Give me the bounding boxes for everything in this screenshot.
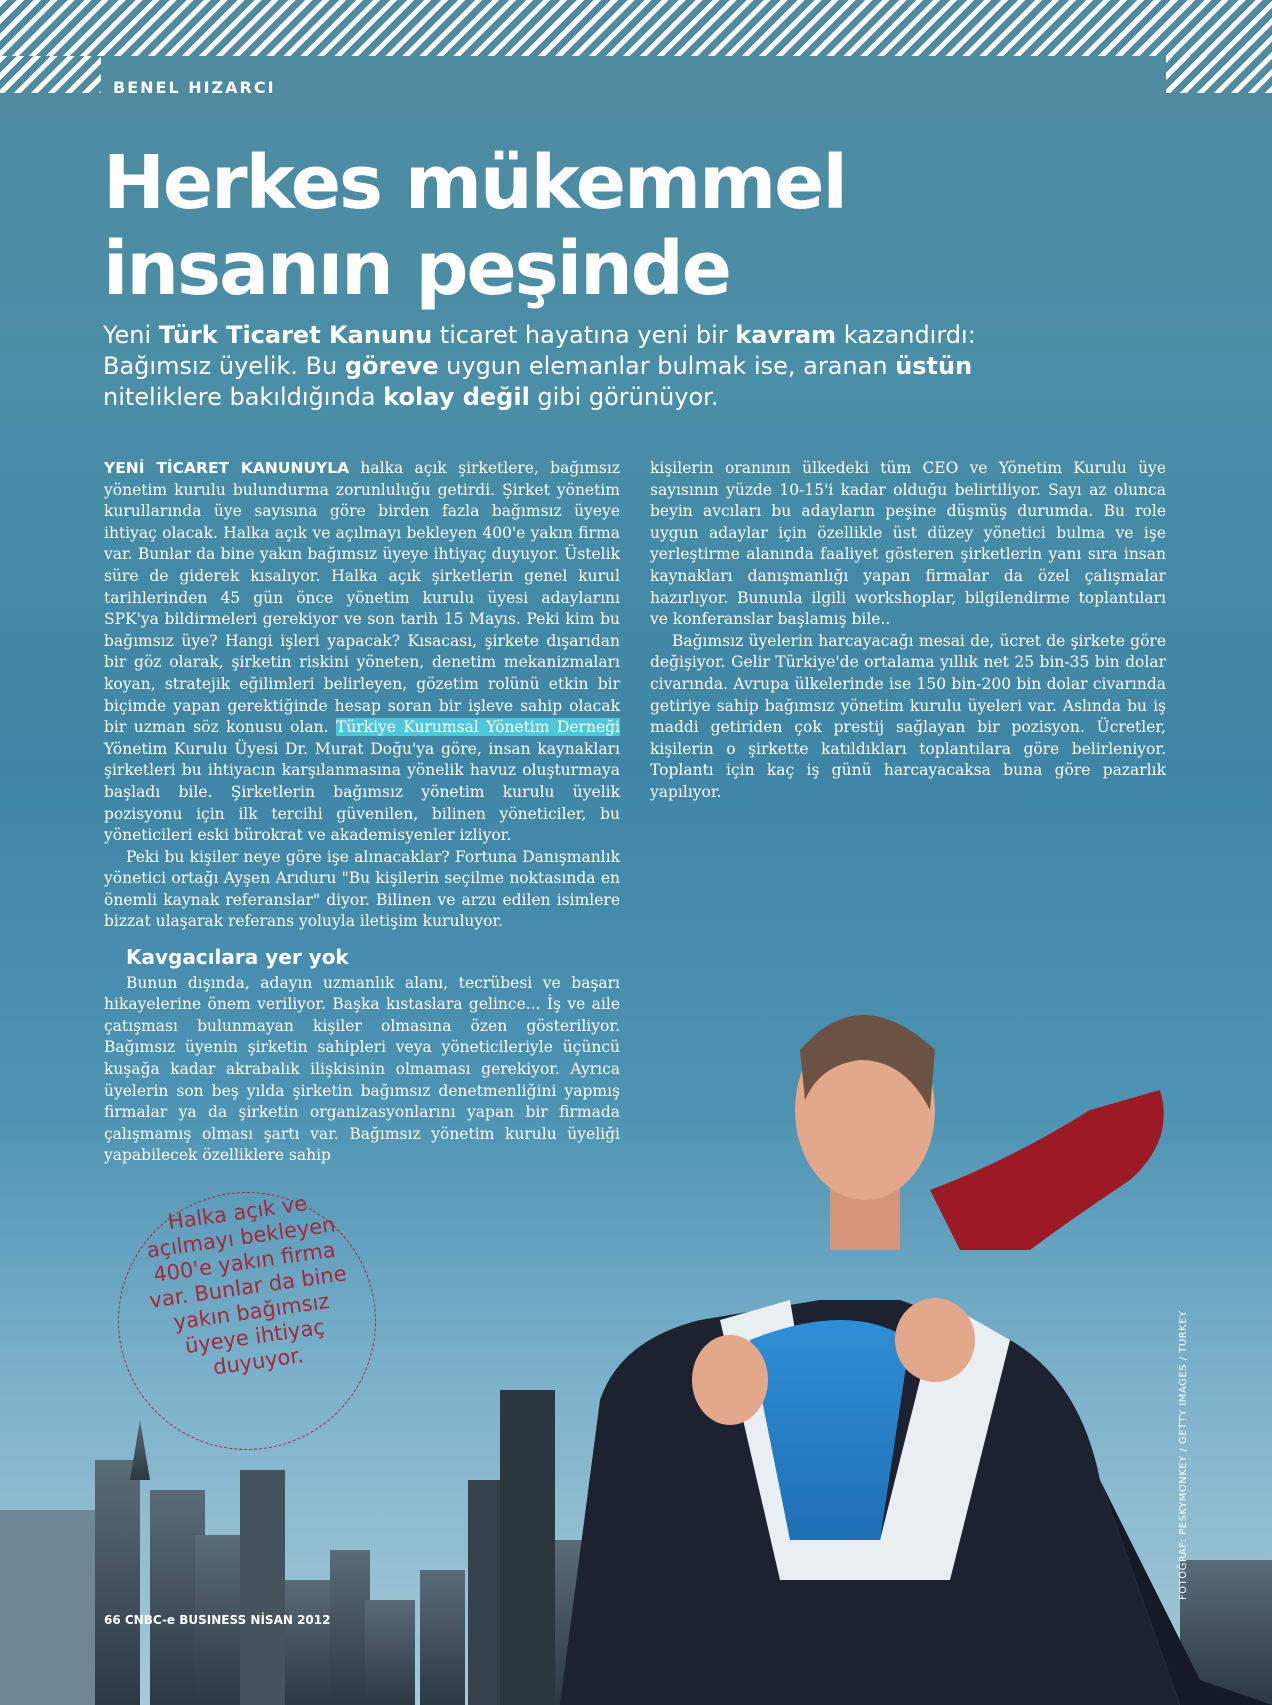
photo-credit: FOTOĞRAF: PESKYMONKEY / GETTY IMAGES / TURKEY: [1178, 1310, 1189, 1600]
deck-text: Yeni: [103, 321, 159, 349]
paragraph: Peki bu kişiler neye göre işe alınacaklar? Fortuna Danışmanlık yönetici ortağı Ayşen Arıduru "Bu kişilerin seçilme noktasında en önemli kaynak referanslar" diyor. Bilinen ve arzu edilen isimlere bizzat ulaşarak referans yoluyla iletişim kuruluyor.: [104, 847, 620, 931]
article-deck: [103, 320, 1003, 413]
deck-bold: kolay değil: [383, 383, 530, 411]
article-column-right: [650, 458, 1166, 804]
pullquote-text: Halka açık ve açılmayı bekleyen 400'e yakın firma var. Bunlar da bine yakın bağımsız üyeye ihtiyaç duyuyor.: [145, 1191, 348, 1380]
hatch-left-corner: [0, 56, 101, 93]
title-line-1: Herkes mükemmel: [103, 140, 846, 226]
paragraph: Bunun dışında, adayın uzmanlık alanı, tecrübesi ve başarı hikayelerine önem veriliyor. Başka kıstaslara gelince... İş ve aile çatışması bulunmayan kişiler olmasına özen gösteriliyor. Bağımsız üyenin şirketin sahipleri veya yöneticileriyle üçüncü kuşağa kadar akrabalık ilişkisinin olmaması gerekiyor. Ayrıca üyelerin son beş yılda şirketin bağımsız denetmenliğini yapmış firmalar ya da şirketin organizasyonlarını yapan bir firmada çalışmamış olması şartı var. Bağımsız yönetim kurulu üyeliği yapabilecek özelliklere sahip: [104, 973, 620, 1165]
deck-text: gibi görünüyor.: [529, 383, 719, 411]
deck-text: niteliklere bakıldığında: [103, 383, 384, 411]
deck-bold: kavram: [735, 321, 837, 349]
article-column-left: [104, 458, 620, 1167]
body-text: halka açık şirketlere, bağımsız yönetim kurulu bulundurma zorunluluğu getirdi. Şirket yönetim kurullarında üye sayısına göre birden fazla bağımsız üyeye ihtiyaç olacak. Halka açık ve açılmayı bekleyen 400'e yakın firma var. Bunlar da bine yakın bağımsız üyeye ihtiyaç duyuyor. Üstelik süre de giderek kısalıyor. Halka açık şirketlerin genel kurul tarihlerinden 45 gün önce yönetim kurulu üyesi adaylarını SPK'ya bildirmeleri gerekiyor ve son tarih 15 Mayıs. Peki kim bu bağımsız üye? Hangi işleri yapacak? Kısacası, şirkete dışarıdan bir göz olarak, şirketin riskini yöneten, denetim mekanizmaları koyan, stratejik eğilimleri belirleyen, gözetim rolünü etkin bir biçimde yapan gerektiğinde hesap soran bir işleve sahip olacak bir uzman söz konusu olan.: [104, 459, 620, 737]
highlighted-link-text: Türkiye Kurumsal Yönetim Derneği: [335, 718, 620, 737]
section-subhead: Kavgacılara yer yok: [126, 945, 349, 970]
paragraph: Bağımsız üyelerin harcayacağı mesai de, ücret de şirkete göre değişiyor. Gelir Türkiye'de ortalama yıllık net 25 bin-35 bin dolar civarında. Avrupa ülkelerinde ise 150 bin-200 bin dolar civarında getiriye sahip bağımsız yönetim kurulu üyeleri var. Aslında bu iş maddi getiriden çok prestij sağlayan bir pozisyon. Ücretler, kişilerin o şirkette katıldıkları toplantılara göre belirleniyor. Toplantı için kaç iş günü harcayacaksa buna göre pazarlık yapılıyor.: [650, 631, 1166, 801]
hatch-right-corner: [1166, 56, 1272, 93]
businessman-figure: [560, 1015, 1272, 1705]
deck-bold: Türk Ticaret Kanunu: [158, 321, 433, 349]
paragraph: kişilerin oranının ülkedeki tüm CEO ve Yönetim Kurulu üye sayısının yüzde 10-15'i kadar olduğu belirtiliyor. Sayı az olunca beyin avcıları bu adayların peşine düşmüş durumda. Bu role uygun adaylar için özellikle üst düzey yönetici bulma ve işe yerleştirme alanında faaliyet gösteren şirketlerin yanı sıra insan kaynakları danışmanlığı yapan firmalar da özel çalışmalar hazırlıyor. Bununla ilgili workshoplar, bilgilendirme toplantıları ve konferanslar başlamış bile..: [650, 459, 1166, 629]
paragraph: [104, 458, 620, 847]
page-footer: 66 CNBC-e BUSINESS NİSAN 2012: [104, 1613, 331, 1627]
hatch-top-border: [0, 0, 1272, 56]
deck-text: ticaret hayatına yeni bir: [432, 321, 736, 349]
title-line-2: insanın peşinde: [103, 226, 730, 312]
lead-in: YENİ TİCARET KANUNUYLA: [104, 459, 350, 477]
article-title: [103, 140, 1003, 312]
deck-text: kazandırdı: Bağımsız üyelik. Bu: [103, 321, 976, 380]
deck-bold: göreve: [344, 352, 439, 380]
author-byline: BENEL HIZARCI: [113, 78, 276, 97]
deck-bold: üstün: [895, 352, 973, 380]
deck-text: uygun elemanlar bulmak ise, aranan: [438, 352, 896, 380]
body-text: Yönetim Kurulu Üyesi Dr. Murat Doğu'ya göre, insan kaynakları şirketleri bu ihtiyacın karşılanmasına yönelik havuz oluşturmaya başladı bile. Şirketlerin bağımsız yönetim kurulu üyelik pozisyonu için ilk tercihi güvenilen, bilinen yöneticiler, bu yöneticileri eski bürokrat ve akademisyenler izliyor.: [104, 739, 620, 845]
